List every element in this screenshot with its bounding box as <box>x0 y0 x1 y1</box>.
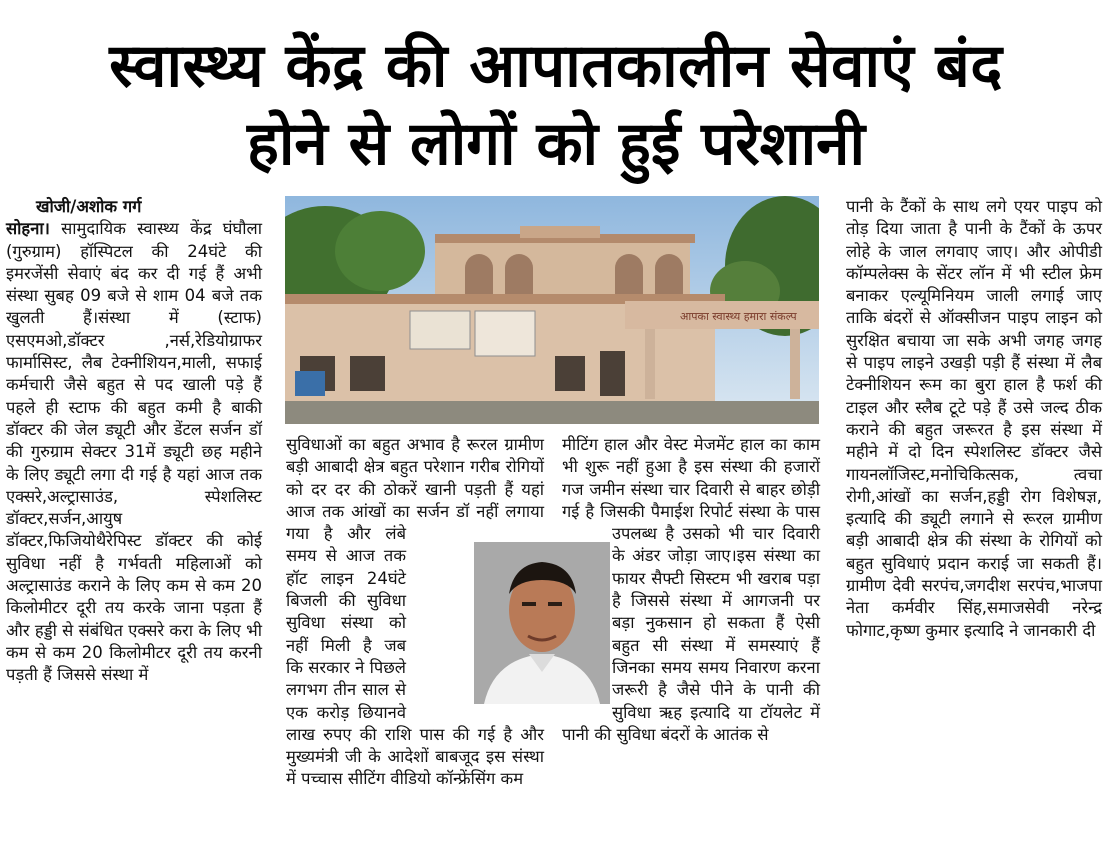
column-2-body: सुविधाओं का बहुत अभाव है रूरल ग्रामीण बड़ी आबादी क्षेत्र बहुत परेशान गरीब रोगियों को दर दर की ठोकरें खानी पड़ती हैं यहां आज तक आंखों का सर्जन डॉ नहीं लगाया गया है और लंबे समय से आज तक हॉट लाइन 24घंटे बिजली की सुविधा सुविधा संस्था को नहीं मिली है जब कि सरकार ने पिछले लगभग तीन साल से एक करोड़ छियानवे लाख रुपए की राशि पास की गई है और मुख्यमंत्री जी के आदेशों बाबजूद इस संस्था में पच्चास सीटिंग वीडियो कॉन्फ्रेंसिंग कम <box>286 435 544 789</box>
column-1-text <box>6 218 262 686</box>
portrait-wrap-space <box>412 540 554 702</box>
column-1-body: सामुदायिक स्वास्थ्य केंद्र घंघौला (गुरुग्राम) हॉस्पिटल की 24घंटे की इमरजेंसी सेवाएं बंद कर दी गई हैं अभी संस्था सुबह 09 बजे से शाम 04 बजे तक खुलती हैं।संस्था में (स्टाफ) एसएमओ,डॉक्टर ,नर्स,रेडियोग्राफर फार्मासिस्ट, लैब टेक्नीशियन,माली, सफाई कर्मचारी जैसे बहुत से पद खाली पड़े हैं पहले ही स्टाफ की बहुत कमी है बाकी डॉक्टर की जेल ड्यूटी और डेंटल सर्जन डॉ की गुरुग्राम सेक्टर 31में ड्यूटी छह महीने के लिए ड्यूटी लगा दी गई है यहां आज तक एक्सरे,अल्ट्रासाउंड, स्पेशलिस्ट डॉक्टर,सर्जन,आयुष डॉक्टर,फिजियोथैरेपिस्ट डॉक्टर की कोई सुविधा नहीं है गर्भवती महिलाओं को अल्ट्रासाउंड कराने के लिए कम से कम 20 किलोमीटर दूरी तय करके जाना पड़ता हैं और हड्डी से संबंधित एक्सरे करा के लिए भी कम से कम 20 किलोमीटर दूरी तय करनी पड़ती हैं जिससे संस्था में <box>6 219 262 685</box>
dateline: सोहना। <box>6 219 50 239</box>
article-column-1 <box>6 196 262 687</box>
headline-line-2: होने से लोगों को हुई परेशानी <box>247 109 865 180</box>
column-4-body: पानी के टैंकों के साथ लगे एयर पाइप को तोड़ दिया जाता है पानी के टैंकों के ऊपर लोहे के जाल लगवाए जाए। और ओपीडी कॉम्पलेक्स के सेंटर लॉन में भी स्टील फ्रेम बनाकर एल्यूमिनियम जाली लगाई जाए ताकि बंदरों से ऑक्सीजन पाइप लाइन को सुरक्षित बचाया जा सके अभी जगह जगह से पाइप लाइने उखड़ी पड़ी हैं संस्था में लैब टेक्नीशियन रूम का बुरा हाल है फर्श की टाइल और स्लैब टूटे पड़े हैं उसे जल्द ठीक कराने की बहुत जरूरत है इस संस्था में महीने में दो दिन स्पेशलिस्ट डॉक्टर जैसे गायनलॉजिस्ट,मनोचिकित्सक, त्वचा रोगी,आंखों का सर्जन,हड्डी रोग विशेषज्ञ, इत्यादि की ड्यूटी लगाने से रूरल ग्रामीण बड़ी आबादी क्षेत्र की संस्था के रोगियों को बहुत सुविधाएं प्रदान कराई जा सकती हैं। ग्रामीण देवी सरपंच,जगदीश सरपंच,भाजपा नेता कर्मवीर सिंह,समाजसेवी नरेन्द्र फोगाट,कृष्ण कुमार इत्यादि ने जानकारी दी <box>846 197 1102 640</box>
headline <box>0 27 1112 183</box>
hospital-building-photo <box>285 196 819 424</box>
article-column-4 <box>846 196 1102 642</box>
headline-line-1: स्वास्थ्य केंद्र की आपातकालीन सेवाएं बंद <box>109 31 1003 102</box>
column-3-body: मीटिंग हाल और वेस्ट मेजमेंट हाल का काम भी शुरू नहीं हुआ है इस संस्था की हजारों गज जमीन संस्था चार दिवारी से बाहर छोड़ी गई है जिसकी पैमाईश रिपोर्ट संस्था के पास उपलब्ध है उसको भी चार दिवारी के अंडर जोड़ा जाए।इस संस्था का फायर सैफ्टी सिस्टम भी खराब पड़ा है जिससे संस्था में आगजनी पर बड़ा नुकसान हो सकता हैं ऐसी बहुत सी संस्था में समस्याएं हैं जिनका समय समय निवारण करना जरूरी है जैसे पीने के पानी की सुविधा ऋह इत्यादि या टॉयलेट में पानी की सुविधा बंदरों के आतंक से <box>562 435 820 744</box>
byline: खोजी/अशोक गर्ग <box>36 197 142 216</box>
article-column-2 <box>286 434 544 791</box>
building-illustration <box>285 196 819 424</box>
porch-banner-text: आपका स्वास्थ्य हमारा संकल्प <box>680 310 797 323</box>
portrait-wrap-space-right <box>558 540 608 702</box>
article-column-3 <box>562 434 820 746</box>
